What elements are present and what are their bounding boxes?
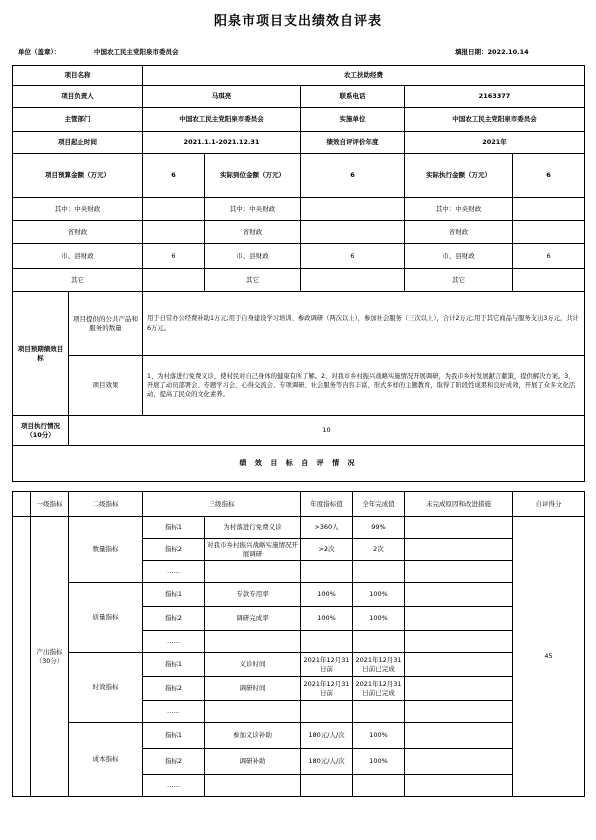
indicator-done: 100%	[353, 607, 405, 631]
indicator-reason	[405, 775, 513, 797]
level1-cell: 产出指标（30分）	[31, 517, 69, 797]
project-info-table	[12, 65, 585, 482]
central-exec	[513, 198, 585, 221]
indicator-index: 指标1	[143, 653, 205, 677]
header-target: 年度指标值	[301, 492, 353, 517]
other-actual	[301, 269, 405, 292]
year: 2021年	[405, 132, 585, 154]
central-exec-label: 其中：中央财政	[405, 198, 513, 221]
province-budget	[143, 221, 205, 244]
indicator-target: >360人	[301, 517, 353, 539]
indicator-target: >2次	[301, 539, 353, 561]
table-row	[13, 723, 585, 749]
city-exec-label: 市、县财政	[405, 244, 513, 269]
central-actual-label: 其中：中央财政	[205, 198, 301, 221]
indicator-name: 调研时间	[205, 677, 301, 701]
other-actual-label: 其它	[205, 269, 301, 292]
indicator-index: 指标1	[143, 517, 205, 539]
indicator-reason	[405, 653, 513, 677]
indicator-table	[12, 491, 585, 797]
indicator-done: 99%	[353, 517, 405, 539]
indicator-reason	[405, 749, 513, 775]
indicator-name: 专款专用率	[205, 583, 301, 607]
indicator-index: ……	[143, 701, 205, 723]
table-row	[13, 653, 585, 677]
province-label: 省财政	[13, 221, 143, 244]
central-actual	[301, 198, 405, 221]
indicator-index: 指标2	[143, 539, 205, 561]
phone: 2163377	[405, 86, 585, 108]
dept: 中国农工民主党阳泉市委员会	[143, 108, 301, 132]
budget-value: 6	[143, 154, 205, 198]
indicator-index: ……	[143, 775, 205, 797]
indicator-done: 100%	[353, 583, 405, 607]
central-label: 其中：中央财政	[13, 198, 143, 221]
indicator-target: 100%	[301, 607, 353, 631]
impl: 中国农工民主党阳泉市委员会	[405, 108, 585, 132]
fill-date: 填报日期：2022.10.14	[455, 48, 529, 56]
indicator-name	[205, 561, 301, 583]
indicator-reason	[405, 723, 513, 749]
central-budget	[143, 198, 205, 221]
indicator-target: 2021年12月31日前	[301, 653, 353, 677]
indicator-reason	[405, 561, 513, 583]
level2-cell: 质量指标	[69, 583, 143, 653]
province-actual	[301, 221, 405, 244]
budget-label: 项目预算金额（万元）	[13, 154, 143, 198]
header-done: 全年完成值	[353, 492, 405, 517]
indicator-target	[301, 561, 353, 583]
header-level2: 二级指标	[69, 492, 143, 517]
effect-label: 项目效果	[69, 356, 143, 416]
indicator-done: 100%	[353, 723, 405, 749]
leader-label: 项目负责人	[13, 86, 143, 108]
indicator-reason	[405, 607, 513, 631]
service-label: 项目提供的公共产品和服务的数量	[69, 292, 143, 356]
section-title: 绩 效 目 标 自 评 情 况	[13, 446, 585, 482]
service-text: 用于日常办公经费补助1万元;用于自身建设学习培训、参政调研（两次以上），参加社会服务（三次以上），合计2万元;用于其它商品与服务支出3万元，共计6万元。	[143, 292, 585, 356]
indicator-reason	[405, 583, 513, 607]
indicator-index: 指标1	[143, 583, 205, 607]
score-cell: 45	[513, 517, 585, 797]
indicator-done: 2次	[353, 539, 405, 561]
indicator-name	[205, 701, 301, 723]
page-title: 阳泉市项目支出绩效自评表	[213, 14, 382, 29]
indicator-name: 为村落进行免费义诊	[205, 517, 301, 539]
indicator-name: 参加义诊补助	[205, 723, 301, 749]
actual-label: 实际到位金额（万元）	[205, 154, 301, 198]
indicator-index: 指标2	[143, 677, 205, 701]
indicator-done	[353, 701, 405, 723]
period: 2021.1.1-2021.12.31	[143, 132, 301, 154]
exec-value: 6	[513, 154, 585, 198]
indicator-name	[205, 775, 301, 797]
indicator-name: 调研补助	[205, 749, 301, 775]
indicator-index: ……	[143, 561, 205, 583]
indicator-done	[353, 775, 405, 797]
indicator-reason	[405, 677, 513, 701]
unit-name: 中国农工民主党阳泉市委员会	[94, 48, 179, 56]
indicator-done: 100%	[353, 749, 405, 775]
effect-text: 1、为村落进行免费义诊，使村民对自己身体的健康有所了解。2、对我市乡村振兴战略实施情况开展调研，为我市乡村发展献言献策，提供解决方案。3、开展了动员部署会、专题学习会、心得交流会、专项调研、社会服务等内容丰富、形式多样的主题教育，取得了阶段性成果和良好成效，开展了众多文化活动，提高了民众的文化素养。	[143, 356, 585, 416]
actual-value: 6	[301, 154, 405, 198]
indicator-target: 180元/人/次	[301, 723, 353, 749]
indicator-name: 调研完成率	[205, 607, 301, 631]
table-row	[13, 583, 585, 607]
indicator-index: 指标2	[143, 749, 205, 775]
level2-cell: 时效指标	[69, 653, 143, 723]
indicator-done	[353, 561, 405, 583]
city-exec: 6	[513, 244, 585, 269]
indicator-index: 指标2	[143, 607, 205, 631]
indicator-target	[301, 631, 353, 653]
indicator-target	[301, 775, 353, 797]
level2-cell: 数量指标	[69, 517, 143, 583]
dept-label: 主管部门	[13, 108, 143, 132]
phone-label: 联系电话	[301, 86, 405, 108]
impl-label: 实施单位	[301, 108, 405, 132]
indicator-reason	[405, 517, 513, 539]
indicator-name	[205, 631, 301, 653]
exec-score: 10	[69, 416, 585, 446]
province-actual-label: 省财政	[205, 221, 301, 244]
city-label: 市、县财政	[13, 244, 143, 269]
indicator-name: 义诊时间	[205, 653, 301, 677]
exec-label: 实际执行金额（万元）	[405, 154, 513, 198]
header-reason: 未完成原因和改进措施	[405, 492, 513, 517]
header-score: 自评得分	[513, 492, 585, 517]
indicator-reason	[405, 701, 513, 723]
other-exec	[513, 269, 585, 292]
leader: 马琪亮	[143, 86, 301, 108]
indicator-target: 2021年12月31日前	[301, 677, 353, 701]
goal-label: 项目预期绩效目标	[13, 292, 69, 416]
city-budget: 6	[143, 244, 205, 269]
year-label: 绩效自评评价年度	[301, 132, 405, 154]
margin-cell	[13, 517, 31, 797]
other-budget	[143, 269, 205, 292]
indicator-target	[301, 701, 353, 723]
indicator-index: ……	[143, 631, 205, 653]
exec-score-label: 项目执行情况（10分）	[13, 416, 69, 446]
corner-cell	[13, 492, 31, 517]
header-level3: 三级指标	[143, 492, 301, 517]
period-label: 项目起止时间	[13, 132, 143, 154]
indicator-target: 180元/人/次	[301, 749, 353, 775]
level2-cell: 成本指标	[69, 723, 143, 797]
indicator-done	[353, 631, 405, 653]
indicator-reason	[405, 631, 513, 653]
indicator-done: 2021年12月31日前已完成	[353, 677, 405, 701]
city-actual-label: 市、县财政	[205, 244, 301, 269]
indicator-done: 2021年12月31日前已完成	[353, 653, 405, 677]
project-name: 农工扶助经费	[143, 66, 585, 86]
indicator-target: 100%	[301, 583, 353, 607]
province-exec-label: 省财政	[405, 221, 513, 244]
other-label: 其它	[13, 269, 143, 292]
indicator-index: 指标1	[143, 723, 205, 749]
indicator-name: 对我市乡村振兴战略实施情况开展调研	[205, 539, 301, 561]
city-actual: 6	[301, 244, 405, 269]
table-row	[13, 517, 585, 539]
unit-label: 单位（盖章）：	[18, 48, 61, 56]
other-exec-label: 其它	[405, 269, 513, 292]
indicator-reason	[405, 539, 513, 561]
project-name-label: 项目名称	[13, 66, 143, 86]
province-exec	[513, 221, 585, 244]
header-level1: 一级指标	[31, 492, 69, 517]
